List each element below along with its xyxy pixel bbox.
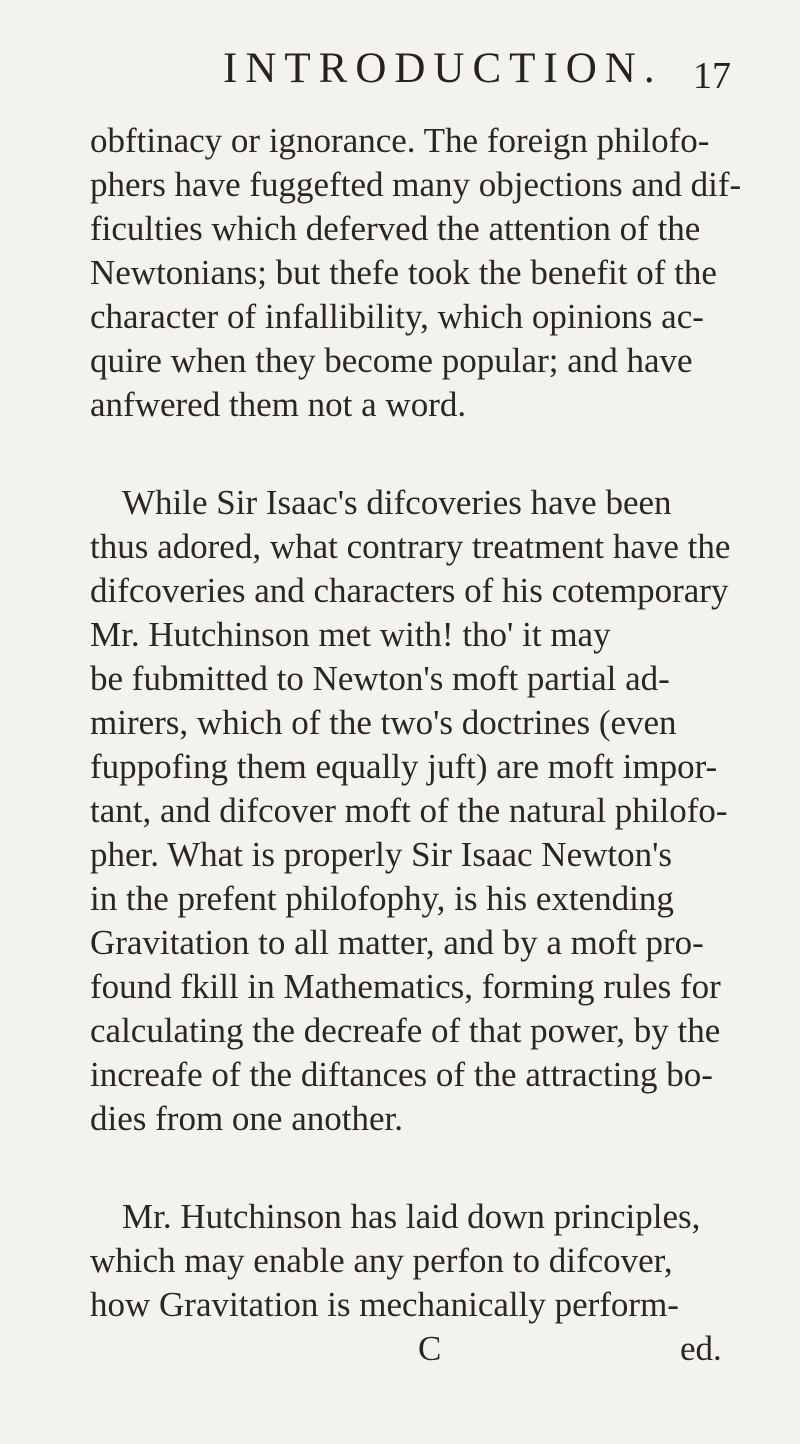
text-line: mirers, which of the two's doctrines (even [90,703,677,742]
text-line: which may enable any perfon to difcover, [90,1241,673,1280]
catchword: ed. [680,1329,722,1368]
text-line: pher. What is properly Sir Isaac Newton's [90,835,673,874]
text-line: in the prefent philofophy, is his extending [90,879,674,918]
page-number: 17 [693,55,731,97]
text-line: ficulties which deferved the attention of the [90,209,701,248]
text-line: dies from one another. [90,1099,403,1138]
text-line: thus adored, what contrary treatment have the [90,527,731,566]
text-line: how Gravitation is mechanically perform- [90,1285,679,1324]
text-line: difcoveries and characters of his cotemporary [90,571,729,610]
running-title: INTRODUCTION. [223,45,663,92]
text-line: Newtonians; but thefe took the benefit of the [90,253,717,292]
text-line: tant, and difcover moft of the natural philofo- [90,791,728,830]
text-line: Mr. Hutchinson met with! tho' it may [90,615,611,654]
text-line: While Sir Isaac's difcoveries have been [122,483,672,522]
text-line: Mr. Hutchinson has laid down principles, [122,1197,701,1236]
text-line: calculating the decreafe of that power, by the [90,1011,721,1050]
text-line: anfwered them not a word. [90,385,467,424]
text-line: quire when they become popular; and have [90,341,693,380]
text-line: obftinacy or ignorance. The foreign philofo- [90,121,710,160]
text-line: found fkill in Mathematics, forming rules for [90,967,721,1006]
text-line: be fubmitted to Newton's moft partial ad- [90,659,670,698]
text-line: Gravitation to all matter, and by a moft pro- [90,923,704,962]
page-header [223,44,743,104]
text-line: increafe of the diftances of the attracting bo- [90,1055,713,1094]
signature-mark: C [418,1329,442,1368]
text-line: fuppofing them equally juft) are moft impor- [90,747,718,786]
text-line: character of infallibility, which opinions ac- [90,297,704,336]
text-line: phers have fuggefted many objections and dif- [90,165,742,204]
